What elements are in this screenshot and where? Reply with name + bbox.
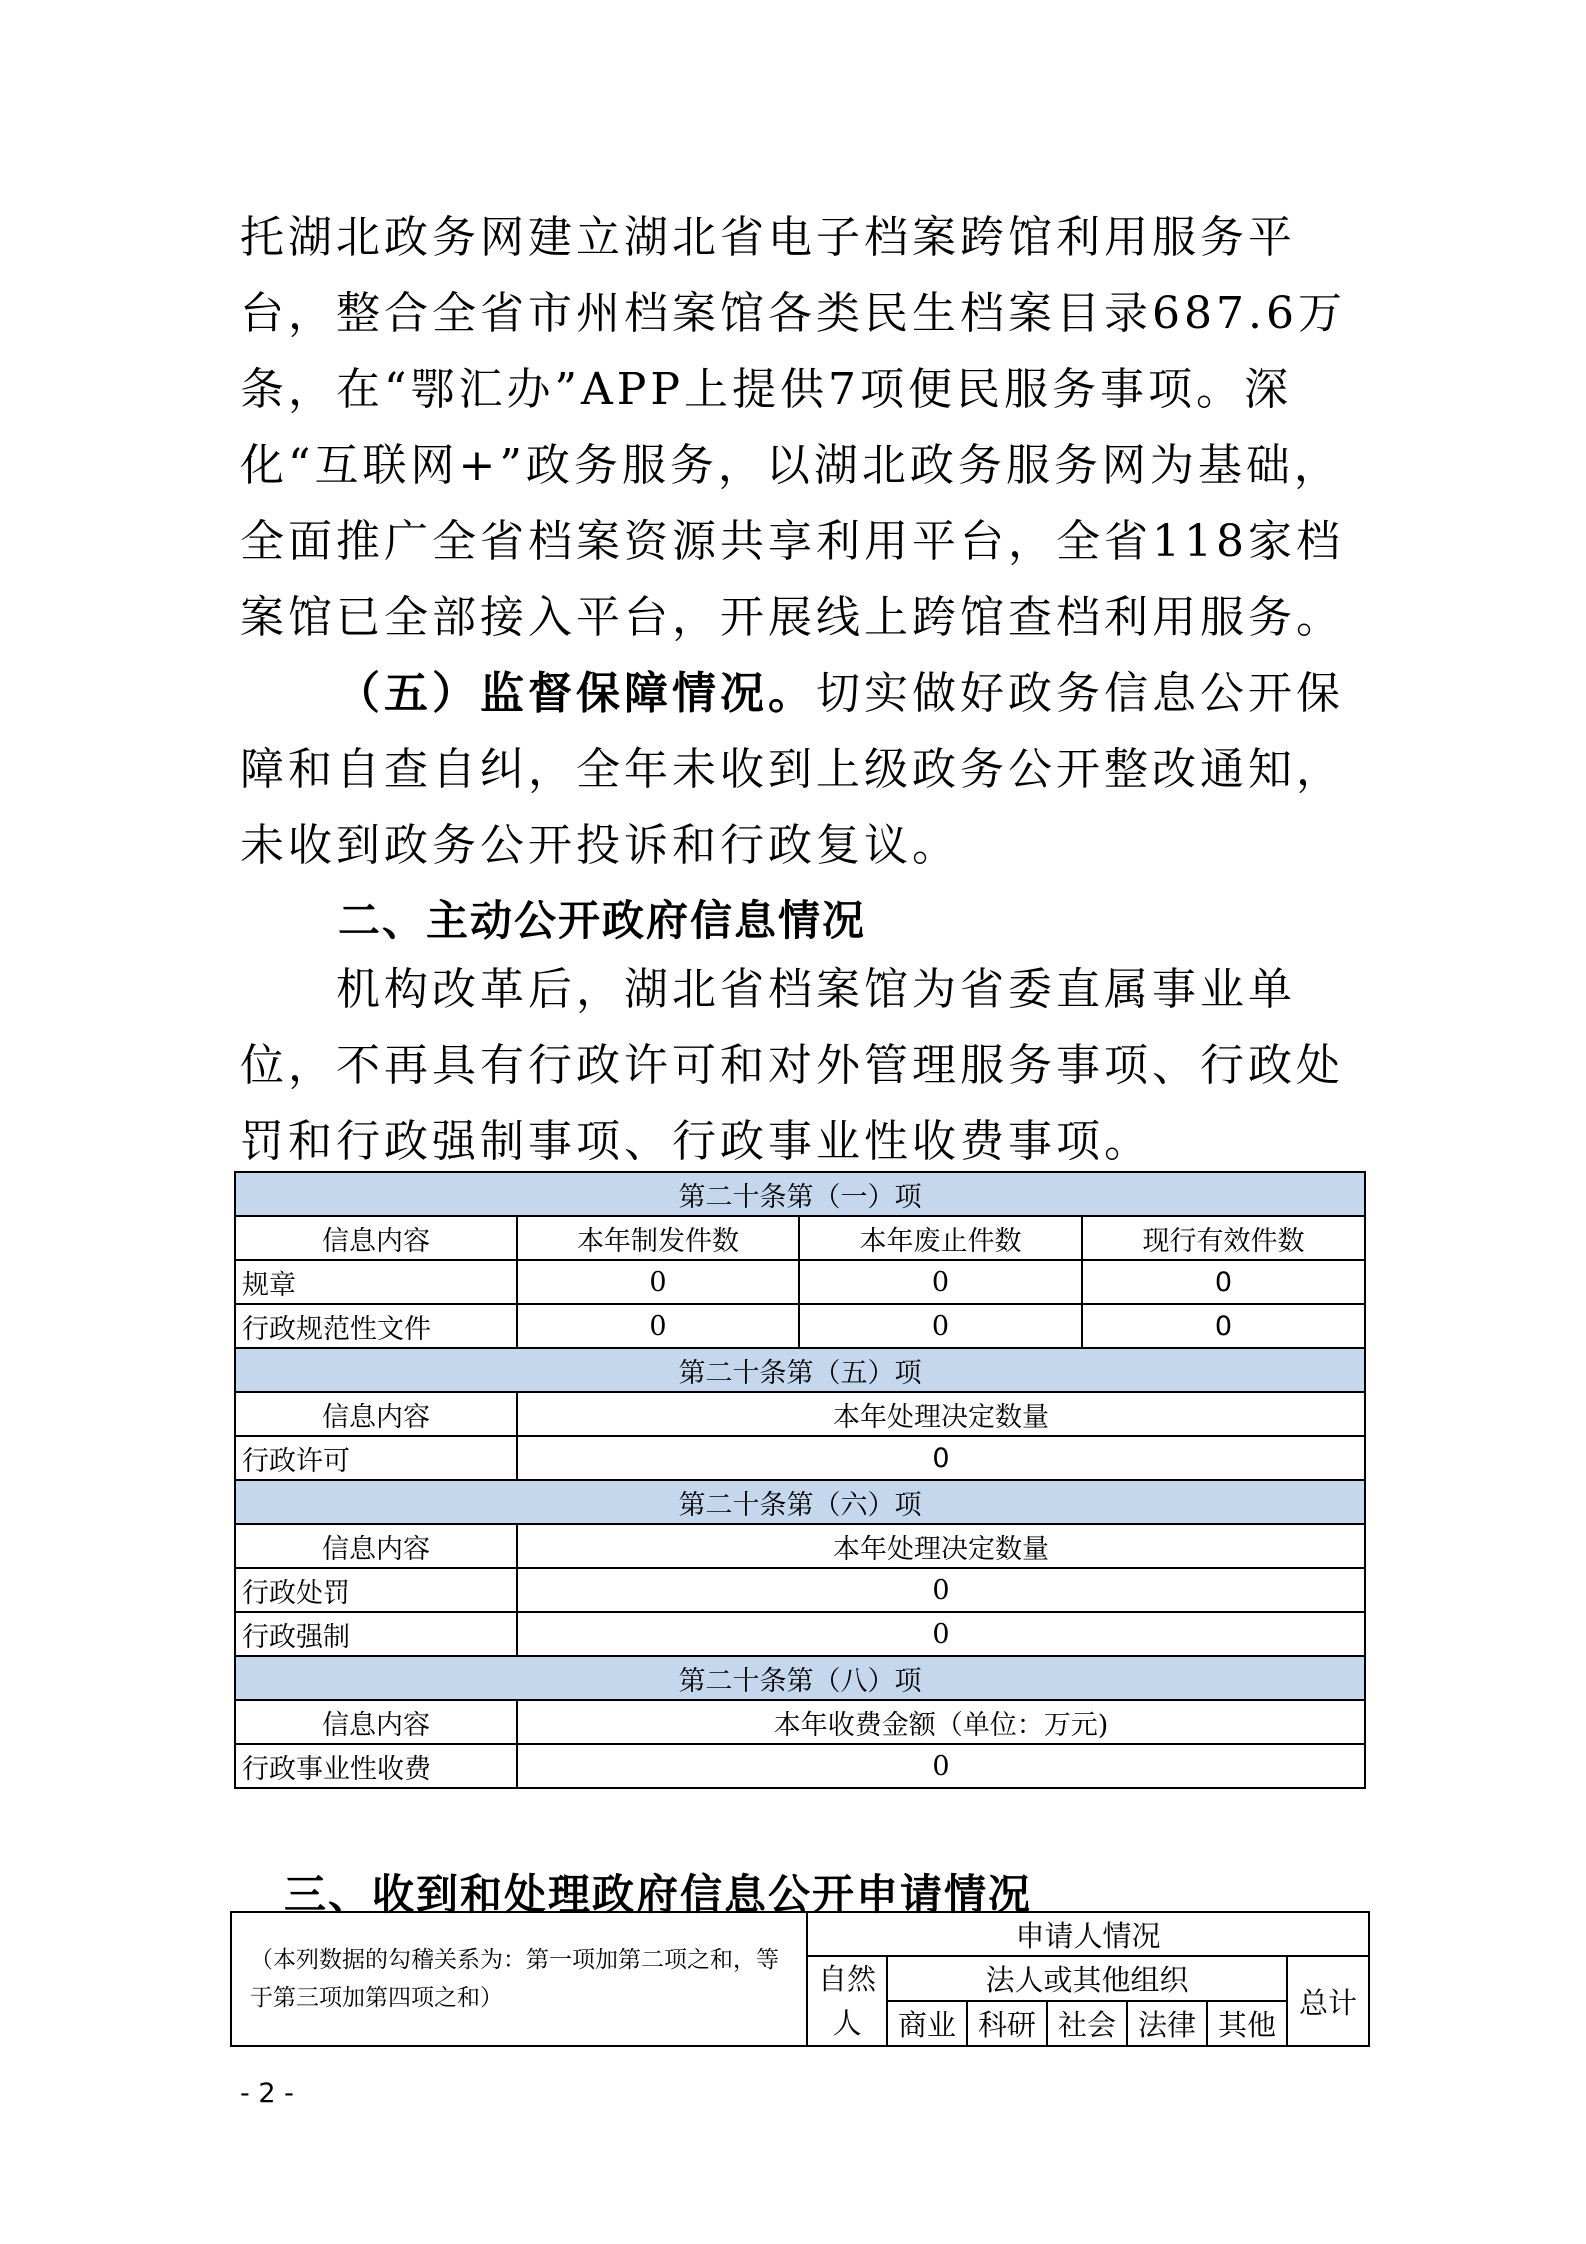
header-row-6 [235, 1524, 1365, 1568]
sub-header-legal: 法律 [1127, 2001, 1207, 2046]
table-cell: 0 [517, 1260, 799, 1304]
table-cell: 0 [1082, 1304, 1365, 1348]
section-row-8 [235, 1656, 1365, 1700]
sub-header-other: 其他 [1207, 2001, 1287, 2046]
legal-person-header: 法人或其他组织 [887, 1956, 1287, 2001]
header-row-8 [235, 1700, 1365, 1744]
header-cell: 信息内容 [235, 1524, 517, 1568]
paragraph-2 [240, 656, 1360, 884]
table-cell: 0 [799, 1304, 1082, 1348]
table-row [235, 1436, 1365, 1480]
paragraph-3 [240, 952, 1360, 1180]
row-label: 行政许可 [235, 1436, 517, 1480]
paragraph-2-body: 切实做好政务信息公开保障和自查自纠，全年未收到上级政务公开整改通知，未收到政务公开投诉和行政复议。 [240, 668, 1344, 871]
section-title-1: 第二十条第（一）项 [235, 1172, 1365, 1216]
header-cell: 信息内容 [235, 1216, 517, 1260]
section-row-5 [235, 1348, 1365, 1392]
sub-header-business: 商业 [887, 2001, 967, 2046]
table2-row-1 [231, 1912, 1369, 1956]
row-label: 行政事业性收费 [235, 1744, 517, 1788]
table-row [235, 1744, 1365, 1788]
paragraph-3-body: 机构改革后，湖北省档案馆为省委直属事业单位，不再具有行政许可和对外管理服务事项、行政处罚和行政强制事项、行政事业性收费事项。 [240, 964, 1344, 1167]
disclosure-table [234, 1171, 1366, 1789]
total-header: 总计 [1287, 1956, 1369, 2046]
heading-section-3: 三、收到和处理政府信息公开申请情况 [284, 1870, 1033, 1919]
paragraph-1: 托湖北政务网建立湖北省电子档案跨馆利用服务平台，整合全省市州档案馆各类民生档案目录687.6万条，在“鄂汇办”APP上提供7项便民服务事项。深化“互联网+”政务服务，以湖北政务服务网为基础，全面推广全省档案资源共享利用平台，全省118家档案馆已全部接入平台，开展线上跨馆查档利用服务。 [240, 212, 1346, 643]
table-cell: 0 [517, 1612, 1365, 1656]
table-cell: 0 [1082, 1260, 1365, 1304]
table-cell: 0 [517, 1568, 1365, 1612]
applicant-header: 申请人情况 [807, 1912, 1369, 1956]
table-row [235, 1260, 1365, 1304]
section-row-6 [235, 1480, 1365, 1524]
reconciliation-note: （本列数据的勾稽关系为：第一项加第二项之和，等于第三项加第四项之和） [231, 1912, 807, 2046]
page-number: - 2 - [240, 2078, 294, 2109]
paragraph-2-lead: （五）监督保障情况。 [336, 668, 816, 719]
header-cell: 本年废止件数 [799, 1216, 1082, 1260]
heading-section-2: 二、主动公开政府信息情况 [338, 896, 867, 945]
natural-person-header: 自然人 [807, 1956, 887, 2046]
section-title-6: 第二十条第（六）项 [235, 1480, 1365, 1524]
section-row-1 [235, 1172, 1365, 1216]
table-cell: 0 [517, 1304, 799, 1348]
section-title-8: 第二十条第（八）项 [235, 1656, 1365, 1700]
row-label: 行政强制 [235, 1612, 517, 1656]
header-cell: 本年收费金额（单位：万元) [517, 1700, 1365, 1744]
table-cell: 0 [799, 1260, 1082, 1304]
application-table [230, 1911, 1370, 2047]
header-cell: 本年处理决定数量 [517, 1524, 1365, 1568]
row-label: 行政处罚 [235, 1568, 517, 1612]
sub-header-research: 科研 [967, 2001, 1047, 2046]
header-cell: 本年制发件数 [517, 1216, 799, 1260]
table-cell: 0 [517, 1436, 1365, 1480]
header-row-5 [235, 1392, 1365, 1436]
table-cell: 0 [517, 1744, 1365, 1788]
sub-header-social: 社会 [1047, 2001, 1127, 2046]
row-label: 规章 [235, 1260, 517, 1304]
header-cell: 现行有效件数 [1082, 1216, 1365, 1260]
table-row [235, 1304, 1365, 1348]
section-title-5: 第二十条第（五）项 [235, 1348, 1365, 1392]
table-row [235, 1612, 1365, 1656]
header-cell: 信息内容 [235, 1700, 517, 1744]
header-cell: 本年处理决定数量 [517, 1392, 1365, 1436]
row-label: 行政规范性文件 [235, 1304, 517, 1348]
table-row [235, 1568, 1365, 1612]
header-row-1 [235, 1216, 1365, 1260]
header-cell: 信息内容 [235, 1392, 517, 1436]
